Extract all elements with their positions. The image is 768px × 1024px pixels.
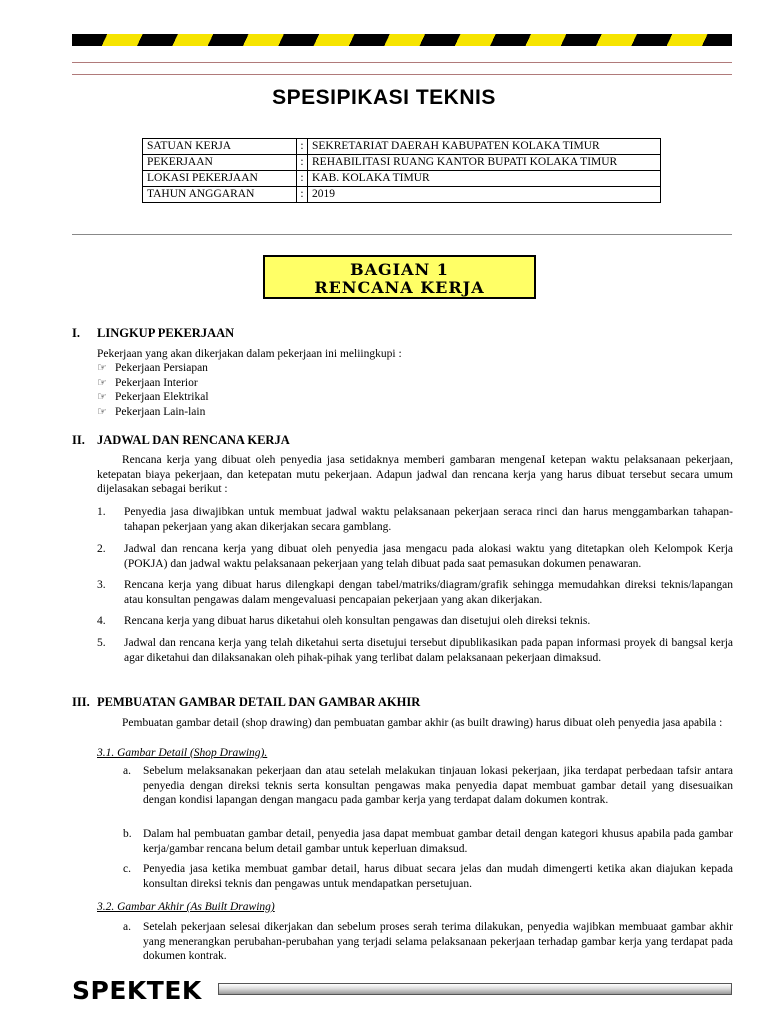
section-title: PEMBUATAN GAMBAR DETAIL DAN GAMBAR AKHIR — [97, 695, 421, 709]
subsection-title: 3.2. Gambar Akhir (As Built Drawing) — [97, 901, 275, 913]
list-item — [97, 505, 733, 534]
list-item — [97, 614, 733, 629]
info-value: 2019 — [308, 187, 661, 203]
list-item — [97, 376, 397, 391]
page-title: SPESIPIKASI TEKNIS — [272, 86, 496, 109]
pointing-hand-icon: ☞ — [97, 375, 107, 389]
list-item — [97, 542, 733, 571]
top-rule-2 — [72, 74, 732, 75]
item-number: 1. — [97, 506, 106, 518]
info-value: KAB. KOLAKA TIMUR — [308, 171, 661, 187]
list-item — [97, 636, 733, 665]
banner-line1: BAGIAN 1 — [350, 260, 449, 279]
section-intro: Pembuatan gambar detail (shop drawing) dan pembuatan gambar akhir (as built drawing) harus dibuat oleh penyedia jasa apabila : — [122, 717, 723, 729]
item-text: Rencana kerja yang dibuat harus dilengkapi dengan tabel/matriks/diagram/grafik sehingga memudahkan direksi teknis/lapangan atau konsultan pengawas dalam mengevaluasi pencapaian pekerjaan yang akan dikerjakan. — [124, 579, 733, 606]
bullet-list — [97, 361, 397, 419]
info-separator: : — [297, 155, 308, 171]
info-label: SATUAN KERJA — [143, 139, 297, 155]
divider — [72, 234, 732, 235]
item-text: Penyedia jasa diwajibkan untuk membuat jadwal waktu pelaksanaan pekerjaan seraca rinci dan harus menggambarkan tahapan-tahapan pekerjaan yang akan dikerjakan secara gamblang. — [124, 506, 733, 533]
top-rule — [72, 62, 732, 63]
section-title: LINGKUP PEKERJAAN — [97, 326, 235, 340]
section-intro: Pekerjaan yang akan dikerjakan dalam pekerjaan ini meliingkupi : — [97, 348, 402, 360]
list-item — [123, 862, 733, 891]
list-item — [97, 405, 397, 420]
item-text: Setelah pekerjaan selesai dikerjakan dan sebelum proses serah terima dilakukan, penyedia wajibkan membuaat gambar akhir yang menerangkan perubahan-perubahan yang terjadi selama pelaksanaan pekerjaan terhadap gambar kerja yang terdapat pada dokumen kontrak. — [143, 921, 733, 962]
item-letter: c. — [123, 863, 131, 875]
item-text: Rencana kerja yang dibuat harus diketahui oleh konsultan pengawas dan disetujui oleh direksi teknis. — [124, 615, 591, 627]
table-row — [143, 139, 661, 155]
section-number: II. — [72, 433, 85, 447]
section-heading — [72, 695, 572, 710]
item-text: Dalam hal pembuatan gambar detail, penyedia jasa dapat membuat gambar detail dengan kategori khusus apabila pada gambar kerja/gambar rencana belum detail gambar untuk keperluan dimaksud. — [143, 828, 733, 855]
pointing-hand-icon: ☞ — [97, 361, 107, 374]
list-item-label: Pekerjaan Elektrikal — [115, 391, 209, 403]
list-item — [123, 920, 733, 964]
section-intro: Rencana kerja yang dibuat oleh penyedia jasa setidaknya memberi gambaran mengenaI ketepan waktu pelaksanaan pekerjaan, ketepatan biaya pekerjaan, dan ketepatan mutu pekerjaan. Adapun jadwal dan rencana kerja yang harus dibuat tersebut secara umum dijelasakan sebagai berikut : — [97, 454, 733, 495]
list-item-label: Pekerjaan Interior — [115, 376, 198, 389]
item-text: Penyedia jasa ketika membuat gambar detail, harus dibuat secara jelas dan mudah dimengerti ketika akan diajukan kepada konsultan direksi teknis dan pengawas untuk mendapatkan persetujuan. — [143, 863, 733, 890]
section-banner — [263, 255, 536, 299]
table-row — [143, 171, 661, 187]
info-label: LOKASI PEKERJAAN — [143, 171, 297, 187]
list-item — [123, 764, 733, 808]
section-number: I. — [72, 326, 80, 340]
item-letter: a. — [123, 765, 131, 777]
item-number: 2. — [97, 543, 106, 555]
info-separator: : — [297, 171, 308, 187]
list-item — [123, 827, 733, 856]
item-letter: a. — [123, 921, 131, 933]
section-title: JADWAL DAN RENCANA KERJA — [97, 433, 290, 447]
list-item — [97, 390, 397, 405]
info-separator: : — [297, 139, 308, 155]
item-letter: b. — [123, 828, 132, 840]
info-separator: : — [297, 187, 308, 203]
item-text: Sebelum melaksanakan pekerjaan dan atau setelah melakukan tinjauan lokasi pekerjaan, jika terdapat perbedaan tafsir antara penyedia dengan direksi teknis serta konsultan pengawas maka penyedia dapat membuat gambar detail yang disesuaikan dengan kondisi lapangan dengan mangacu pada gambar kerja yang terdapat dalam dokumen kontrak. — [143, 765, 733, 806]
section-heading — [72, 326, 472, 341]
banner-line2: RENCANA KERJA — [314, 278, 485, 297]
item-number: 3. — [97, 579, 106, 591]
list-item — [97, 578, 733, 607]
list-item-label: Pekerjaan Lain-lain — [115, 405, 206, 418]
item-text: Jadwal dan rencana kerja yang dibuat oleh penyedia jasa mengacu pada alokasi waktu yang ditetapkan oleh Kelompok Kerja (POKJA) dan jadwal waktu pelaksanaan pekerjaan yang telah dibuat pada saat pemasukan dokumen penawaran. — [124, 543, 733, 570]
section-number: III. — [72, 695, 90, 709]
hazard-stripe — [72, 34, 732, 46]
item-text: Jadwal dan rencana kerja yang telah diketahui serta disetujui tersebut dipublikasikan pada papan informasi proyek di bangsal kerja agar diketahui dan dilaksanakan oleh pihak-pihak yang terlibat dalam pelaksanaan pekerjaan dimaksud. — [124, 637, 733, 664]
item-number: 5. — [97, 637, 106, 649]
info-label: TAHUN ANGGARAN — [143, 187, 297, 203]
subsection-title: 3.1. Gambar Detail (Shop Drawing). — [97, 747, 268, 759]
list-item — [97, 361, 397, 376]
info-table — [142, 138, 661, 203]
info-value: SEKRETARIAT DAERAH KABUPATEN KOLAKA TIMUR — [308, 139, 661, 155]
info-label: PEKERJAAN — [143, 155, 297, 171]
table-row — [143, 155, 661, 171]
info-value: REHABILITASI RUANG KANTOR BUPATI KOLAKA TIMUR — [308, 155, 661, 171]
footer-bar — [218, 983, 732, 995]
list-item-label: Pekerjaan Persiapan — [115, 362, 208, 374]
pointing-hand-icon: ☞ — [97, 404, 107, 418]
footer-logo: SPEKTEK — [72, 976, 202, 1005]
table-row — [143, 187, 661, 203]
pointing-hand-icon: ☞ — [97, 390, 107, 403]
section-heading — [72, 433, 472, 448]
item-number: 4. — [97, 615, 106, 627]
